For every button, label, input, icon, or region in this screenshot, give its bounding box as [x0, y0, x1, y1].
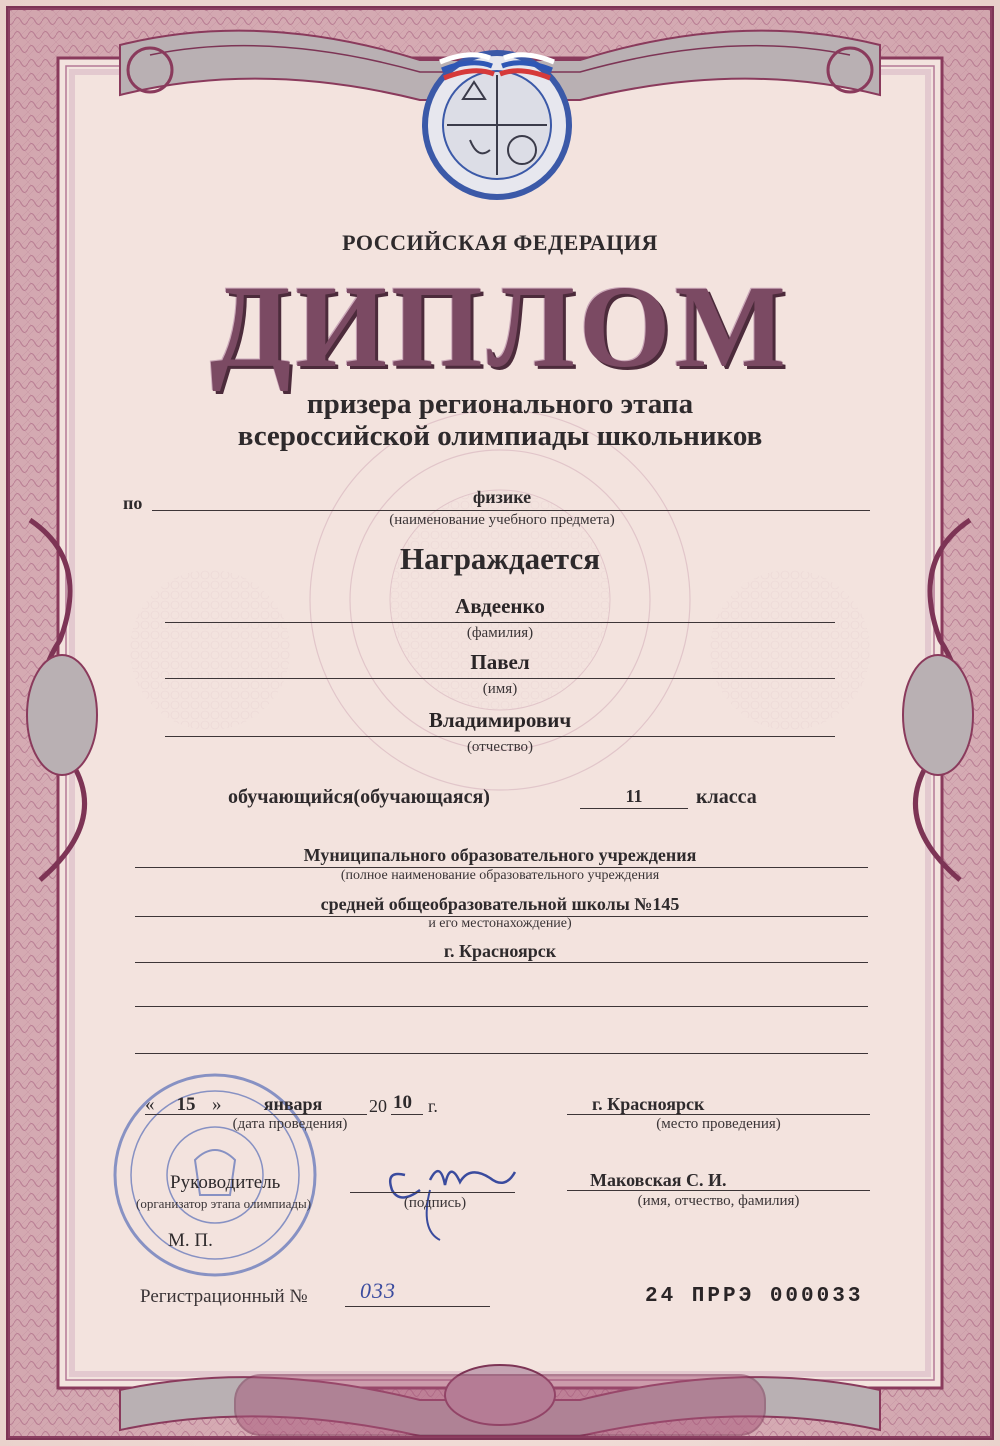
date-caption: (дата проведения)	[232, 1116, 348, 1132]
school-line-2: средней общеобразовательной школы №145	[320, 894, 680, 914]
place-value: г. Красноярск	[592, 1094, 705, 1114]
seal-label: М. П.	[168, 1230, 213, 1251]
surname-underline	[165, 622, 835, 623]
head-label: Руководитель	[170, 1172, 281, 1193]
school-line-1: Муниципального образовательного учреждения	[303, 845, 697, 865]
date-day: 15	[176, 1094, 196, 1115]
place-caption: (место проведения)	[656, 1116, 781, 1132]
date-underline	[145, 1114, 367, 1115]
full-name-caption: (имя, отчество, фамилия)	[637, 1193, 800, 1209]
blank-underline-1	[135, 1006, 868, 1007]
name-underline	[165, 678, 835, 679]
patronymic-caption: (отчество)	[466, 739, 534, 755]
patronymic-value: Владимирович	[428, 708, 572, 732]
grade-value: 11	[625, 786, 643, 806]
country-heading: РОССИЙСКАЯ ФЕДЕРАЦИЯ	[342, 230, 658, 255]
date-month: января	[263, 1094, 323, 1114]
grade-underline	[580, 808, 688, 809]
school-underline-3	[135, 962, 868, 963]
grade-suffix: класса	[696, 786, 757, 808]
date-quote-open: «	[145, 1094, 155, 1115]
full-name-underline	[567, 1190, 870, 1191]
date-quote-close: »	[212, 1094, 222, 1115]
school-caption-1: (полное наименование образовательного учреждения	[340, 868, 660, 883]
name-value: Павел	[470, 650, 530, 674]
registration-handwritten: 033	[360, 1278, 396, 1303]
blank-underline-2	[135, 1053, 868, 1054]
registration-underline	[345, 1306, 490, 1307]
subtitle-line-1: призера регионального этапа	[306, 388, 694, 420]
registration-serial: 24 ПРРЭ 000033	[645, 1285, 864, 1308]
subject-caption: (наименование учебного предмета)	[389, 512, 615, 528]
surname-value: Авдеенко	[455, 594, 545, 618]
awarded-label: Награждается	[400, 541, 600, 576]
school-line-3: г. Красноярск	[443, 941, 557, 961]
date-year-unit: г.	[428, 1096, 438, 1116]
subject-prefix: по	[123, 493, 143, 513]
school-caption-2: и его местонахождение)	[428, 916, 572, 931]
year-underline	[391, 1114, 423, 1115]
diploma-title: ДИПЛОМ	[210, 261, 790, 392]
olympiad-emblem-icon	[425, 53, 569, 197]
signature-caption: (подпись)	[403, 1195, 467, 1211]
name-caption: (имя)	[482, 681, 518, 697]
registration-label: Регистрационный №	[140, 1286, 308, 1307]
subject-underline	[152, 510, 870, 511]
surname-caption: (фамилия)	[466, 625, 534, 641]
date-year-suffix: 10	[393, 1092, 412, 1113]
grade-label: обучающийся(обучающаяся)	[228, 786, 490, 808]
subtitle-line-2: всероссийской олимпиады школьников	[237, 420, 763, 452]
patronymic-underline	[165, 736, 835, 737]
date-year-prefix: 20	[369, 1096, 387, 1116]
head-full-name: Маковская С. И.	[590, 1170, 727, 1190]
subject-value: физике	[472, 487, 532, 507]
place-underline	[567, 1114, 870, 1115]
head-caption: (организатор этапа олимпиады)	[136, 1196, 312, 1211]
